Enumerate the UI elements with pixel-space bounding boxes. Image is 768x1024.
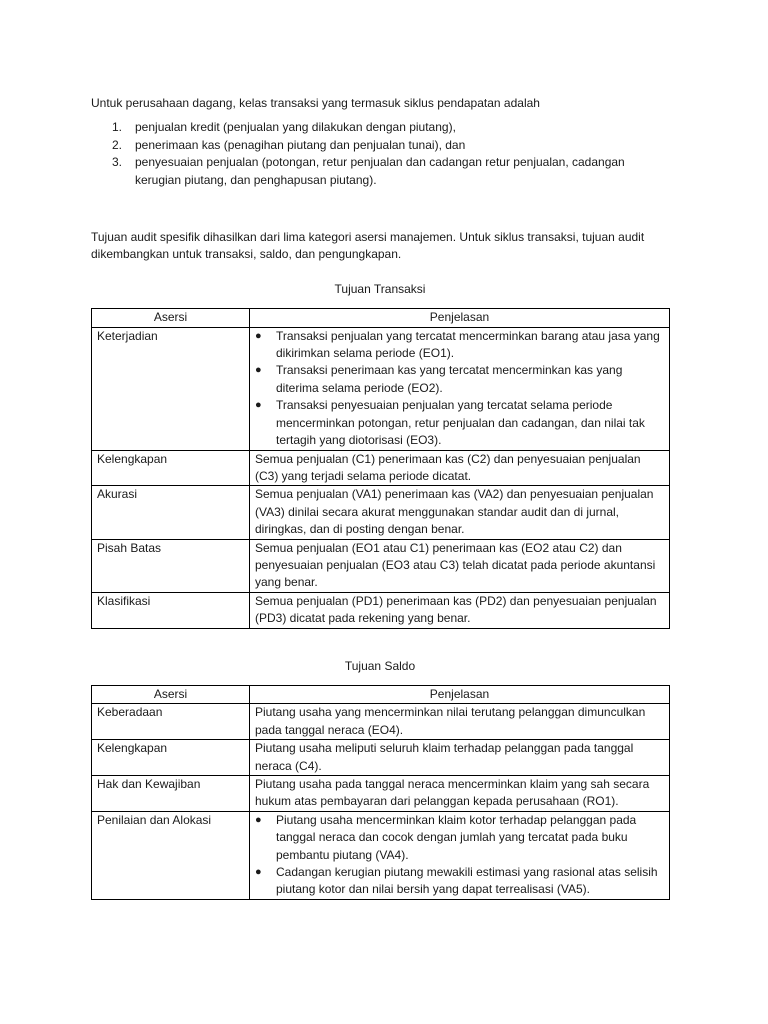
asersi-cell: Hak dan Kewajiban [92, 776, 250, 812]
bullet-list [255, 812, 664, 899]
bullet-item [255, 362, 664, 397]
table-row [92, 486, 670, 539]
list-number: 1. [112, 120, 123, 135]
list-number: 3. [112, 155, 123, 170]
table-row [92, 811, 670, 899]
list-text: penyesuaian penjualan (potongan, retur penjualan dan cadangan retur penjualan, cadangan kerugian piutang, dan penghapusan piutang). [135, 155, 625, 187]
bullet-item [255, 397, 664, 449]
saldo-table-title: Tujuan Saldo [344, 658, 416, 673]
header-asersi: Asersi [92, 309, 250, 327]
list-item [91, 154, 669, 189]
bullet-text: Cadangan kerugian piutang mewakili estimasi yang rasional atas selisih piutang kotor dan nilai bersih yang dapat terrealisasi (VA5). [276, 865, 658, 897]
table-header-row [92, 309, 670, 327]
asersi-cell: Keberadaan [92, 704, 250, 740]
transaksi-table [91, 308, 670, 628]
intro-paragraph: Untuk perusahaan dagang, kelas transaksi yang termasuk siklus pendapatan adalah [91, 96, 540, 110]
header-penjelasan: Penjelasan [250, 309, 670, 327]
table-header-row [92, 685, 670, 703]
bullet-item [255, 812, 664, 864]
asersi-cell: Klasifikasi [92, 592, 250, 628]
bullet-item [255, 864, 664, 899]
table-row [92, 776, 670, 812]
bullet-list [255, 328, 664, 450]
table-row [92, 450, 670, 486]
document-page [91, 95, 669, 900]
transaksi-table-title: Tujuan Transaksi [334, 281, 426, 296]
asersi-cell: Akurasi [92, 486, 250, 539]
header-asersi: Asersi [92, 685, 250, 703]
table-row [92, 327, 670, 450]
asersi-cell: Kelengkapan [92, 450, 250, 486]
saldo-table [91, 685, 670, 900]
penjelasan-cell [250, 811, 670, 899]
bullet-text: Transaksi penjualan yang tercatat mencerminkan barang atau jasa yang dikirimkan selama periode (EO1). [276, 328, 660, 361]
penjelasan-cell [250, 327, 670, 450]
asersi-cell: Penilaian dan Alokasi [92, 811, 250, 899]
penjelasan-cell: Piutang usaha yang mencerminkan nilai terutang pelanggan dimunculkan pada tanggal neraca (EO4). [250, 704, 670, 740]
asersi-cell: Keterjadian [92, 327, 250, 450]
bullet-icon: ● [255, 399, 262, 412]
asersi-cell: Pisah Batas [92, 539, 250, 592]
table-row [92, 704, 670, 740]
penjelasan-cell: Semua penjualan (VA1) penerimaan kas (VA2) dan penyesuaian penjualan (VA3) dinilai secara akurat menggunakan standar audit dan di jurnal, diringkas, dan di posting dengan benar. [250, 486, 670, 539]
penjelasan-cell: Piutang usaha pada tanggal neraca mencerminkan klaim yang sah secara hukum atas pembayaran dari pelanggan kepada perusahaan (RO1). [250, 776, 670, 812]
bullet-text: Transaksi penyesuaian penjualan yang tercatat selama periode mencerminkan potongan, retur penjualan dan cadangan, dan nilai tak tertagih yang diotorisasi (EO3). [276, 398, 645, 448]
list-number: 2. [112, 137, 123, 152]
bullet-icon: ● [255, 813, 262, 826]
bullet-icon: ● [255, 866, 262, 879]
list-item [91, 119, 669, 136]
list-text: penerimaan kas (penagihan piutang dan penjualan tunai), dan [135, 137, 466, 152]
table-row [92, 592, 670, 628]
penjelasan-cell: Semua penjualan (PD1) penerimaan kas (PD2) dan penyesuaian penjualan (PD3) dicatat pada rekening yang benar. [250, 592, 670, 628]
table-row [92, 539, 670, 592]
list-text: penjualan kredit (penjualan yang dilakukan dengan piutang), [135, 120, 456, 135]
bullet-text: Piutang usaha mencerminkan klaim kotor terhadap pelanggan pada tanggal neraca dan cocok dengan jumlah yang tercatat pada buku pembantu piutang (VA4). [276, 812, 637, 862]
bullet-icon: ● [255, 364, 262, 377]
table-row [92, 740, 670, 776]
bullet-icon: ● [255, 329, 262, 342]
audit-objective-paragraph: Tujuan audit spesifik dihasilkan dari lima kategori asersi manajemen. Untuk siklus transaksi, tujuan audit dikembangkan untuk transaksi, saldo, dan pengungkapan. [91, 230, 645, 262]
list-item [91, 137, 669, 154]
transaction-class-list [91, 119, 669, 189]
bullet-item [255, 328, 664, 363]
penjelasan-cell: Semua penjualan (C1) penerimaan kas (C2) dan penyesuaian penjualan (C3) yang terjadi selama periode dicatat. [250, 450, 670, 486]
header-penjelasan: Penjelasan [250, 685, 670, 703]
penjelasan-cell: Semua penjualan (EO1 atau C1) penerimaan kas (EO2 atau C2) dan penyesuaian penjualan (EO3 atau C3) telah dicatat pada periode akuntansi yang benar. [250, 539, 670, 592]
bullet-text: Transaksi penerimaan kas yang tercatat mencerminkan kas yang diterima selama periode (EO2). [276, 363, 623, 395]
asersi-cell: Kelengkapan [92, 740, 250, 776]
penjelasan-cell: Piutang usaha meliputi seluruh klaim terhadap pelanggan pada tanggal neraca (C4). [250, 740, 670, 776]
